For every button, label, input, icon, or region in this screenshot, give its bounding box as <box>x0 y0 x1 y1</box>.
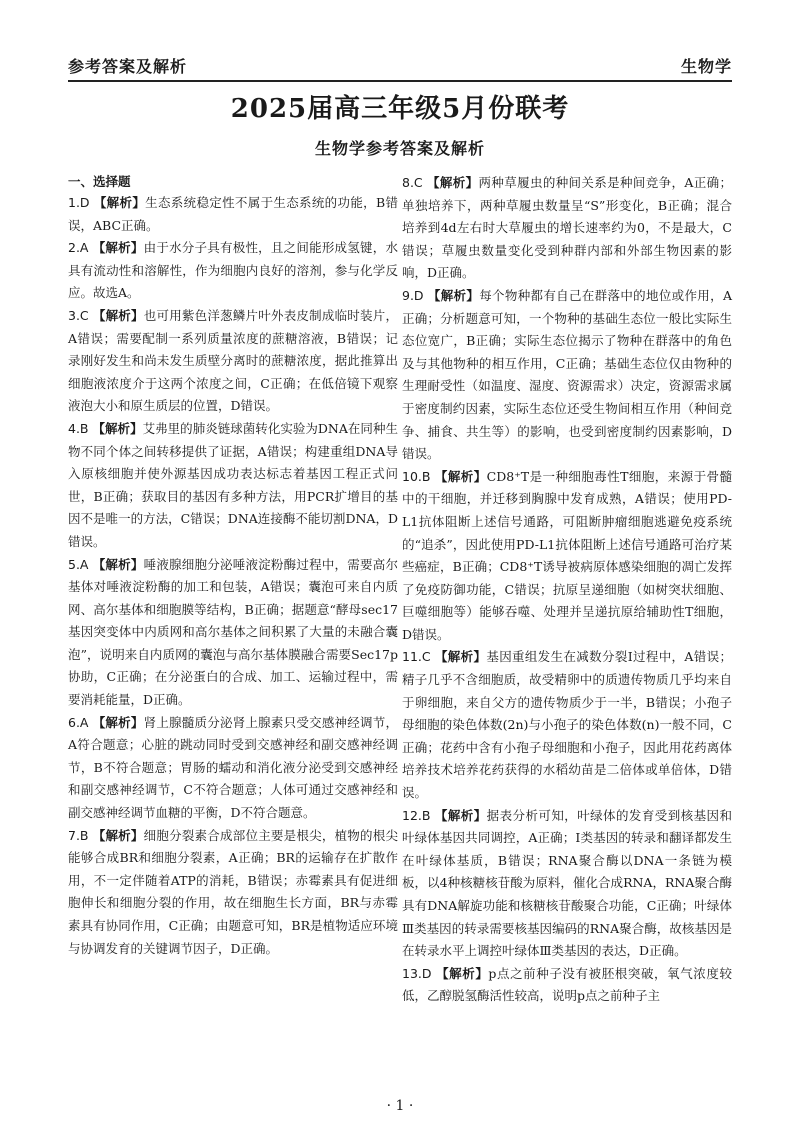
analysis-text: 也可用紫色洋葱鳞片叶外表皮制成临时装片，A错误；需要配制一系列质量浓度的蔗糖溶液，B错误；记录刚好发生和尚未发生质壁分离时的蔗糖浓度，据此推算出细胞液浓度介于这两个浓度之间，C正确；在低倍镜下观察液泡大小和原生质层的位置，D错误。 <box>68 307 398 414</box>
analysis-text: 两种草履虫的种间关系是种间竞争，A正确；单独培养下，两种草履虫数量呈“S”形变化，B正确；混合培养到4d左右时大草履虫的增长速率约为0，不是最大，C错误；草履虫数量变化受到种群内部和外部生物因素的影响，D正确。 <box>402 175 732 281</box>
answer-item <box>68 418 398 554</box>
analysis-text: 艾弗里的肺炎链球菌转化实验为DNA在同种生物不同个体之间转移提供了证据，A错误；构建重组DNA导入原核细胞并使外源基因成功表达标志着基因工程正式问世，B正确；获取目的基因有多种方法，用PCR扩增目的基因不是唯一的方法，C错误；DNA连接酶不能切割DNA，D错误。 <box>68 420 398 549</box>
analysis-tag: 【解析】 <box>93 195 146 210</box>
analysis-tag: 【解析】 <box>434 807 487 823</box>
answer-number: 6.A <box>68 714 89 730</box>
analysis-tag: 【解析】 <box>436 965 489 981</box>
exam-subtitle: 生物学参考答案及解析 <box>314 139 485 158</box>
answer-item <box>68 554 398 712</box>
exam-title: 2025届高三年级5月份联考 <box>230 94 570 124</box>
left-column <box>68 172 398 960</box>
analysis-text: 肾上腺髓质分泌肾上腺素只受交感神经调节，A符合题意；心脏的跳动同时受到交感神经和副交感神经调节，B不符合题意；胃肠的蠕动和消化液分泌受到交感神经和副交感神经调节，C不符合题意；人体可通过交感神经和副交感神经调节血糖的平衡，D不符合题意。 <box>68 714 398 821</box>
analysis-text: 基因重组发生在减数分裂Ⅰ过程中，A错误；精子几乎不含细胞质，故受精卵中的质遗传物质几乎均来自于卵细胞，来自父方的遗传物质少于一半，B错误；小孢子母细胞的染色体数(2n)与小孢子的染色体数(n)一般不同，C正确；花药中含有小孢子母细胞和小孢子，因此用花药离体培养技术培养花药获得的水稻幼苗是二倍体或单倍体，D错误。 <box>402 649 732 801</box>
answer-number: 10.B <box>402 468 431 484</box>
answer-number: 5.A <box>68 556 89 572</box>
header-left: 参考答案及解析 <box>68 57 188 76</box>
page-number: · 1 · <box>386 1098 414 1114</box>
answer-item <box>402 466 732 647</box>
answer-number: 12.B <box>402 807 431 823</box>
answer-number: 4.B <box>68 420 89 436</box>
answer-item <box>68 305 398 418</box>
answer-item <box>68 192 398 237</box>
analysis-tag: 【解析】 <box>92 556 144 572</box>
analysis-tag: 【解析】 <box>434 468 487 484</box>
analysis-text: 唾液腺细胞分泌唾液淀粉酶过程中，需要高尔基体对唾液淀粉酶的加工和包装，A错误；囊泡可来自内质网、高尔基体和细胞膜等结构，B正确；据题意“酵母sec17基因突变体中内质网和高尔基体之间积累了大量的未融合囊泡”，说明来自内质网的囊泡与高尔基体膜融合需要Sec17p协助，C正确；在分泌蛋白的合成、加工、运输过程中，需要消耗能量，D正确。 <box>68 556 398 708</box>
answer-item <box>68 712 398 825</box>
analysis-text: 由于水分子具有极性，且之间能形成氢键，水具有流动性和溶解性，作为细胞内良好的溶剂，参与化学反应。故选A。 <box>68 240 398 301</box>
analysis-text: 每个物种都有自己在群落中的地位或作用，A正确；分析题意可知，一个物种的基础生态位一般比实际生态位宽广，B正确；实际生态位揭示了物种在群落中的角色及与其他物种的相互作用，C正确；基础生态位仅由物种的生理耐受性（如温度、湿度、资源需求）决定，资源需求属于密度制约因素，实际生态位还受生物间相互作用（种间竞争、捕食、共生等）的影响，也受到密度制约因素影响，D错误。 <box>402 287 732 462</box>
analysis-text: CD8⁺T是一种细胞毒性T细胞，来源于骨髓中的干细胞，并迁移到胸腺中发育成熟，A错误；使用PD-L1抗体阻断上述信号通路，可阻断肿瘤细胞逃避免疫系统的“追杀”，因此使用PD-L1抗体阻断上述信号通路可治疗某些癌症，B正确；CD8⁺T诱导被病原体感染细胞的凋亡发挥了免疫防御功能，C错误；抗原呈递细胞（如树突状细胞、巨噬细胞等）能够吞噬、处理并呈递抗原给辅助性T细胞，D错误。 <box>402 468 732 642</box>
answer-number: 2.A <box>68 240 89 256</box>
analysis-text: p点之前种子没有被胚根突破，氧气浓度较低，乙醇脱氢酶活性较高，说明p点之前种子主 <box>402 965 732 1004</box>
analysis-tag: 【解析】 <box>434 649 487 665</box>
analysis-text: 据表分析可知，叶绿体的发育受到核基因和叶绿体基因共同调控，A正确；Ⅰ类基因的转录和翻译都发生在叶绿体基质，B错误；RNA聚合酶以DNA一条链为模板，以4种核糖核苷酸为原料，催化合成RNA，RNA聚合酶具有DNA解旋功能和核糖核苷酸聚合功能，C正确；叶绿体Ⅲ类基因的转录需要核基因编码的RNA聚合酶，故核基因是在转录水平上调控叶绿体Ⅲ类基因的表达，D正确。 <box>402 807 732 959</box>
answer-number: 7.B <box>68 827 89 843</box>
answer-item <box>402 285 732 466</box>
answer-item <box>402 172 732 285</box>
answer-number: 3.C <box>68 307 89 323</box>
analysis-tag: 【解析】 <box>92 240 144 256</box>
analysis-tag: 【解析】 <box>92 420 143 436</box>
section-title: 一、选择题 <box>68 174 131 189</box>
answer-number: 13.D <box>402 965 432 981</box>
answer-item <box>68 825 398 961</box>
analysis-tag: 【解析】 <box>92 307 144 323</box>
answer-item <box>402 963 732 1008</box>
answer-number: 8.C <box>402 175 423 190</box>
analysis-text: 生态系统稳定性不属于生态系统的功能，B错误，ABC正确。 <box>68 195 398 233</box>
analysis-tag: 【解析】 <box>92 827 144 843</box>
answer-number: 1.D <box>68 195 90 210</box>
running-header <box>68 46 732 82</box>
answer-item <box>402 805 732 963</box>
analysis-tag: 【解析】 <box>92 714 144 730</box>
answer-item <box>402 646 732 804</box>
answer-number: 9.D <box>402 287 424 303</box>
analysis-tag: 【解析】 <box>427 287 480 303</box>
right-column <box>402 172 732 1008</box>
answer-number: 11.C <box>402 649 431 665</box>
answer-item <box>68 237 398 305</box>
header-subject: 生物学 <box>680 57 732 76</box>
analysis-tag: 【解析】 <box>427 175 479 190</box>
analysis-text: 细胞分裂素合成部位主要是根尖，植物的根尖能够合成BR和细胞分裂素，A正确；BR的运输存在扩散作用，不一定伴随着ATP的消耗，B错误；赤霉素具有促进细胞伸长和细胞分裂的作用，故在细胞生长方面，BR与赤霉素具有协同作用，C正确；由题意可知，BR是植物适应环境与协调发育的关键调节因子，D正确。 <box>68 827 398 956</box>
